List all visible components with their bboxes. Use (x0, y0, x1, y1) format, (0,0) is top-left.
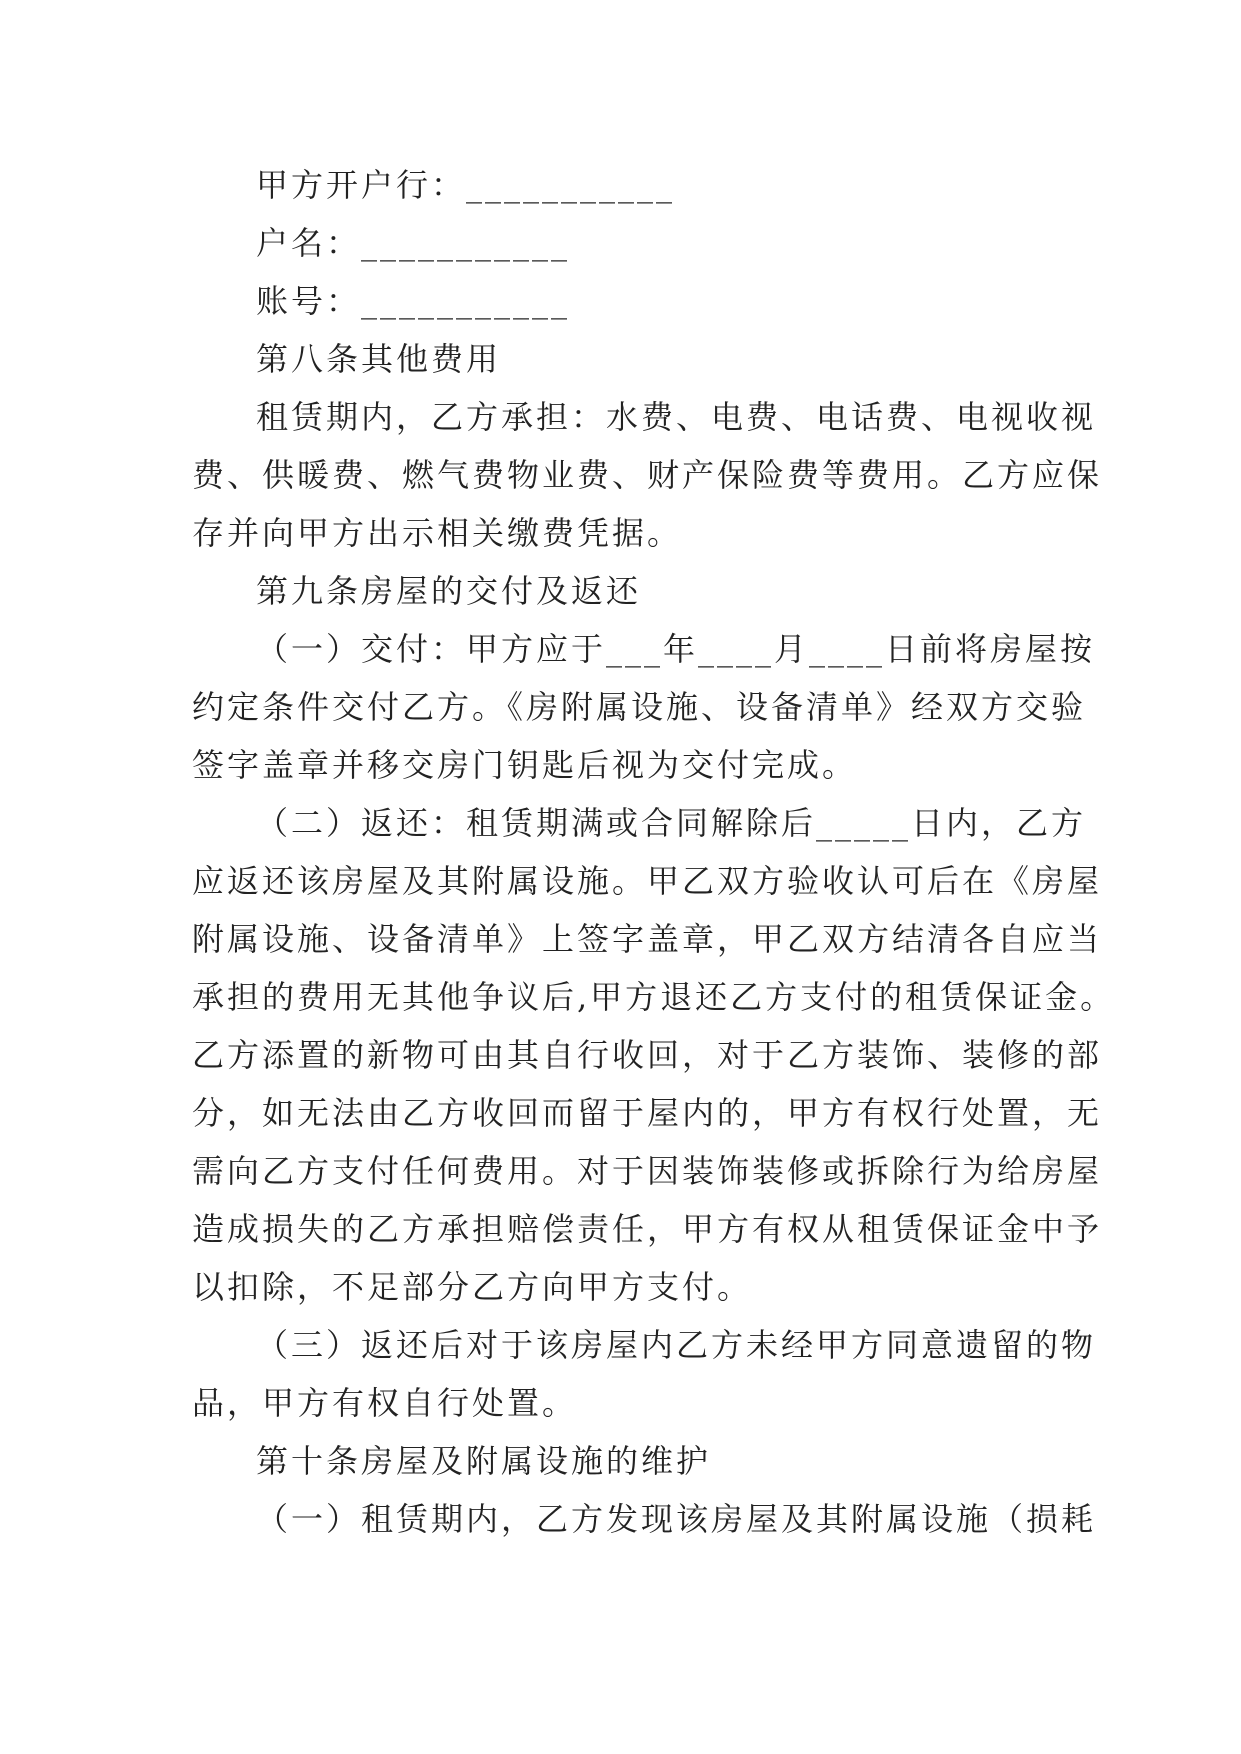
paragraph-line: （二）返还：租赁期满或合同解除后_____日内，乙方 (256, 804, 1087, 842)
paragraph-line: 签字盖章并移交房门钥匙后视为交付完成。 (192, 746, 858, 784)
bank-line: 甲方开户行：___________ (256, 166, 676, 204)
paragraph-line: （一）租赁期内，乙方发现该房屋及其附属设施（损耗 (256, 1500, 1097, 1538)
paragraph-line: （三）返还后对于该房屋内乙方未经甲方同意遗留的物 (256, 1326, 1097, 1364)
paragraph-line: 分，如无法由乙方收回而留于屋内的，甲方有权行处置，无 (192, 1094, 1103, 1132)
paragraph-line: 应返还该房屋及其附属设施。甲乙双方验收认可后在《房屋 (192, 862, 1103, 900)
paragraph-line: 以扣除，不足部分乙方向甲方支付。 (192, 1268, 753, 1306)
paragraph-line: 品，甲方有权自行处置。 (192, 1384, 578, 1422)
paragraph-line: 乙方添置的新物可由其自行收回，对于乙方装饰、装修的部 (192, 1036, 1103, 1074)
paragraph-line: 存并向甲方出示相关缴费凭据。 (192, 514, 683, 552)
paragraph-line: 租赁期内，乙方承担：水费、电费、电话费、电视收视 (256, 398, 1097, 436)
paragraph-line: 造成损失的乙方承担赔偿责任，甲方有权从租赁保证金中予 (192, 1210, 1103, 1248)
paragraph-line: 承担的费用无其他争议后,甲方退还乙方支付的租赁保证金。 (192, 978, 1116, 1016)
paragraph-line: 附属设施、设备清单》上签字盖章，甲乙双方结清各自应当 (192, 920, 1103, 958)
paragraph-line: 费、供暖费、燃气费物业费、财产保险费等费用。乙方应保 (192, 456, 1103, 494)
article-8-heading: 第八条其他费用 (256, 340, 502, 378)
paragraph-line: 约定条件交付乙方。《房附属设施、设备清单》经双方交验 (192, 688, 1087, 726)
account-number-line: 账号：___________ (256, 282, 571, 320)
account-name-line: 户名：___________ (256, 224, 571, 262)
paragraph-line: 需向乙方支付任何费用。对于因装饰装修或拆除行为给房屋 (192, 1152, 1103, 1190)
article-10-heading: 第十条房屋及附属设施的维护 (256, 1442, 712, 1480)
paragraph-line: （一）交付：甲方应于___年____月____日前将房屋按 (256, 630, 1096, 668)
article-9-heading: 第九条房屋的交付及返还 (256, 572, 642, 610)
document-body (192, 156, 1116, 1548)
